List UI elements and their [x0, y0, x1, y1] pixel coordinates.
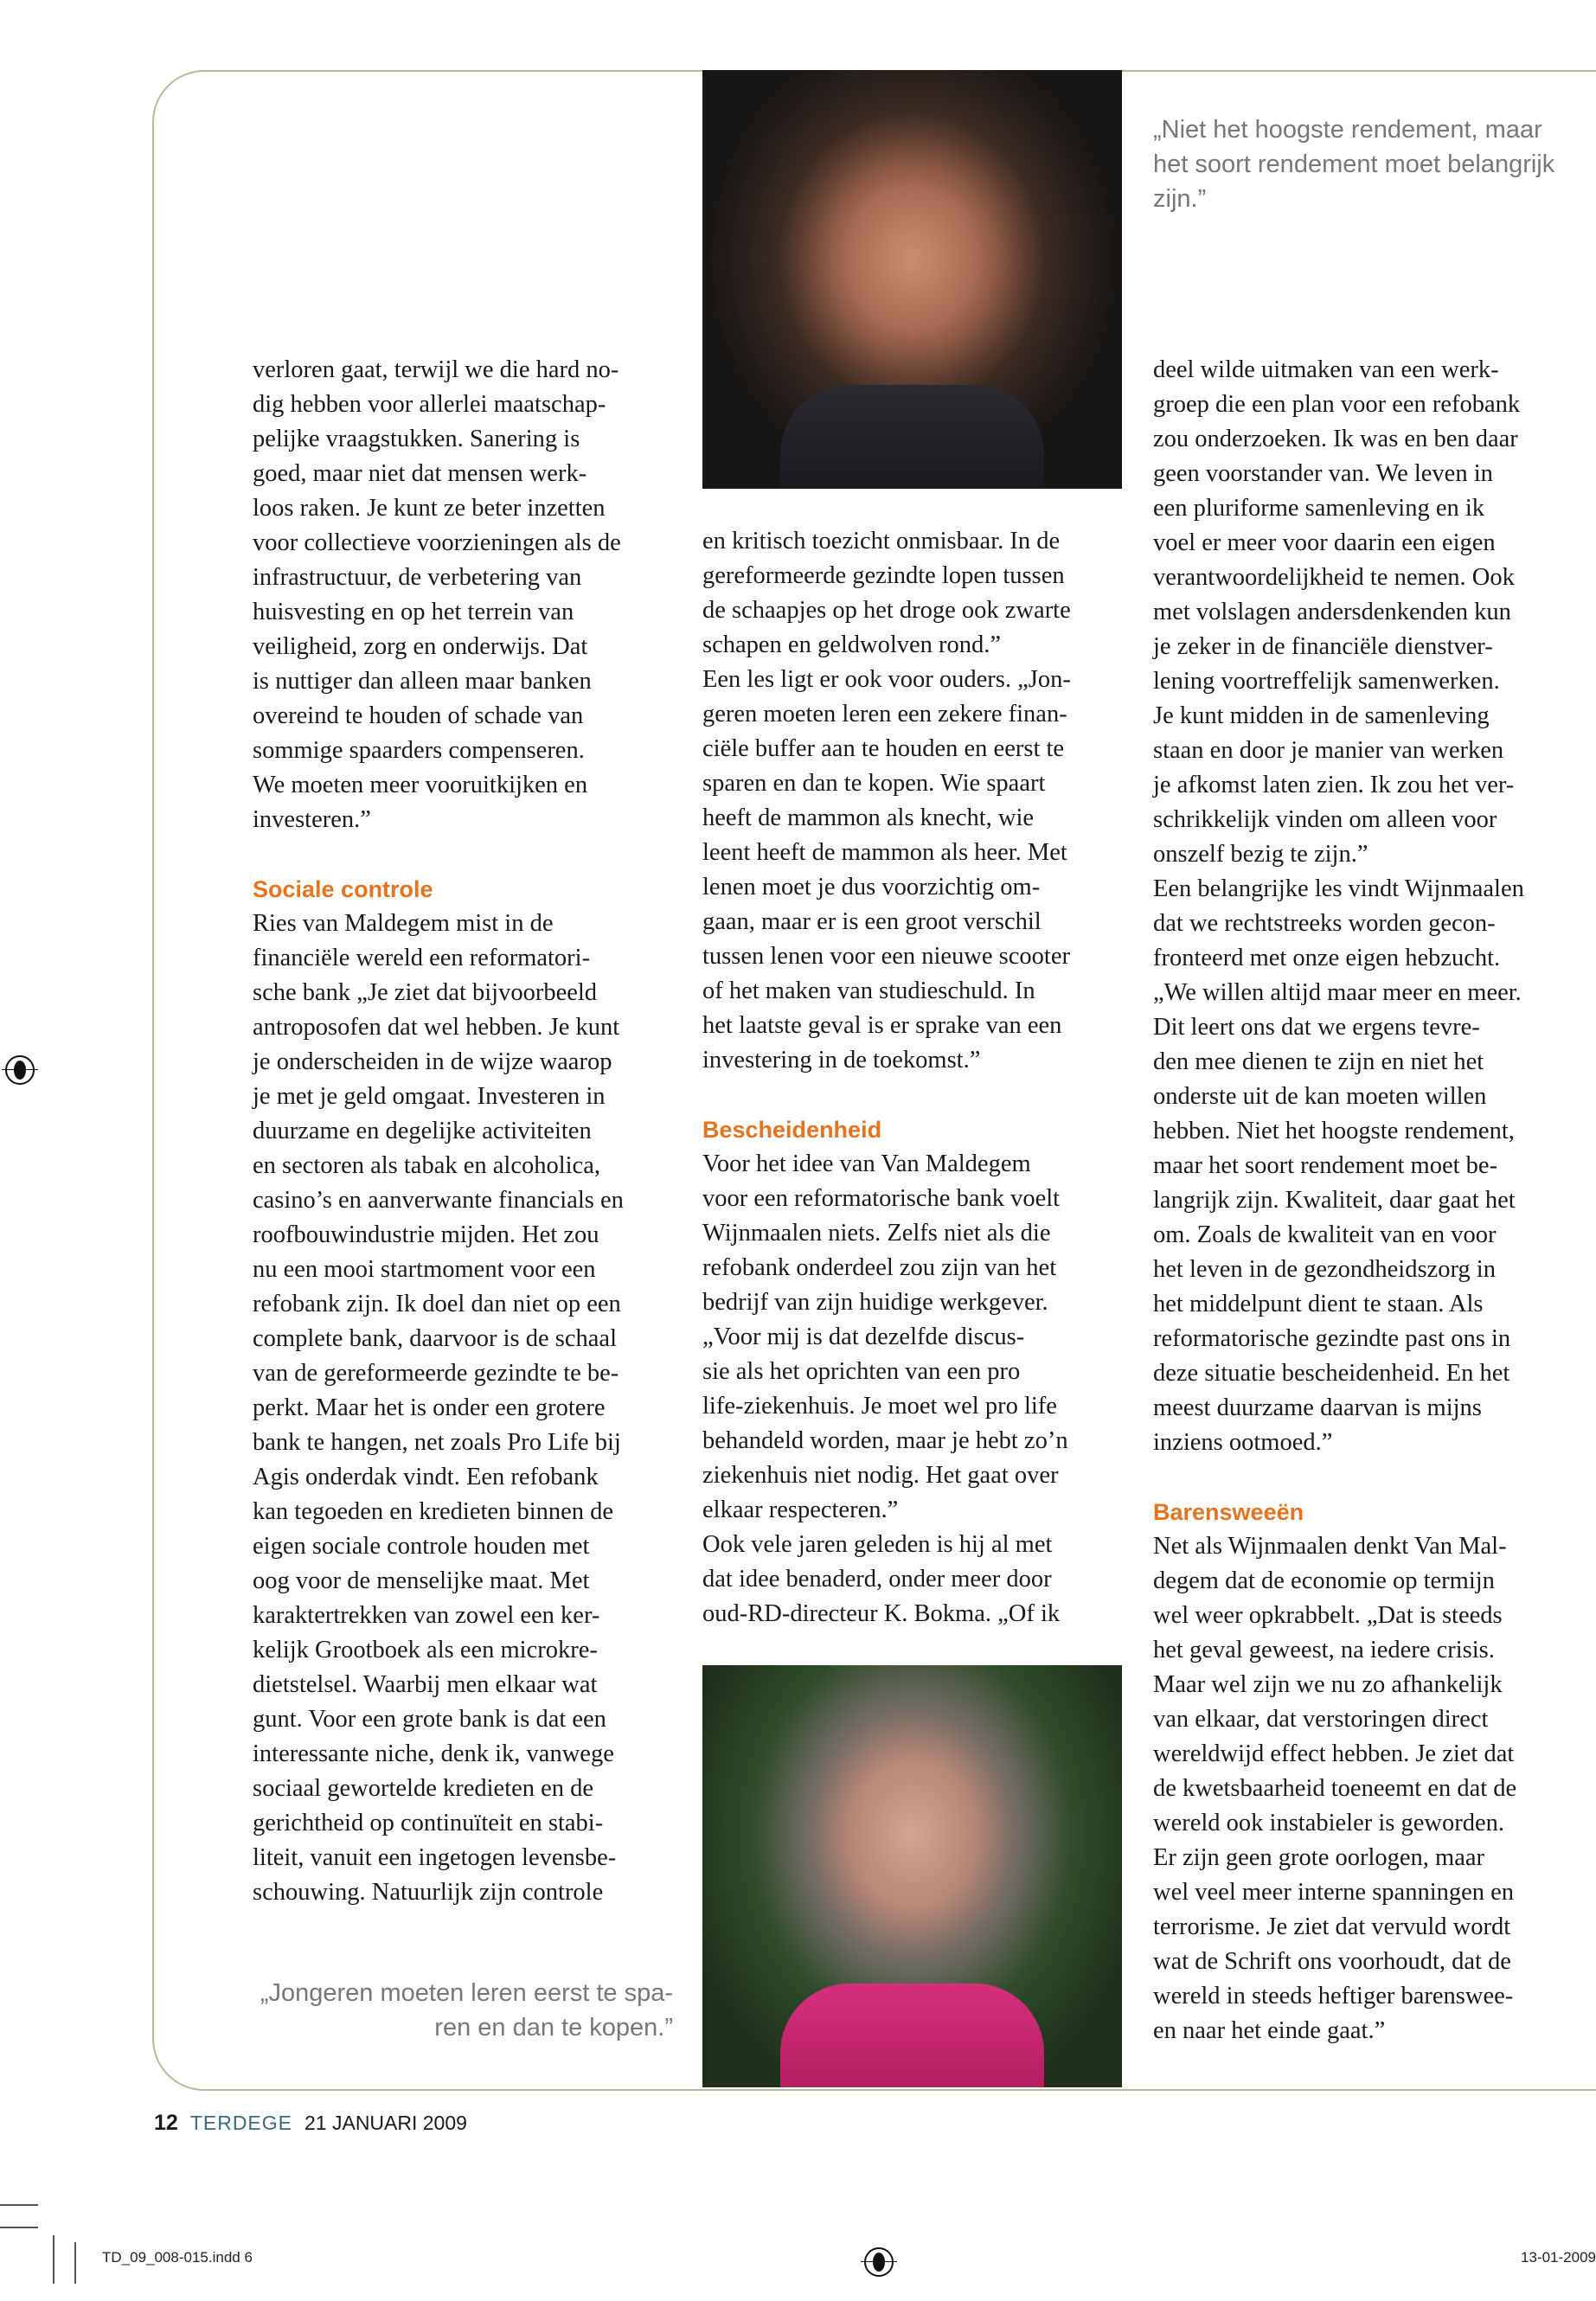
text-line: meest duurzame daarvan is mijns: [1153, 1394, 1482, 1421]
text-line: duurzame en degelijke activiteiten: [253, 1118, 592, 1144]
text-line: Wijnmaalen niets. Zelfs niet als die: [702, 1220, 1051, 1247]
magazine-name: TERDEGE: [189, 2112, 292, 2134]
text-line: en kritisch toezicht onmisbaar. In de: [702, 528, 1061, 554]
article-column-2: [702, 524, 1135, 1631]
text-line: van de gereformeerde gezindte te be-: [253, 1360, 619, 1387]
text-line: reformatorische gezindte past ons in: [1153, 1325, 1511, 1352]
text-line: wel weer opkrabbelt. „Dat is steeds: [1153, 1602, 1503, 1629]
text-line: dig hebben voor allerlei maatschap-: [253, 391, 606, 418]
text-line: investering in de toekomst.”: [702, 1047, 981, 1074]
text-line: het geval geweest, na iedere crisis.: [1153, 1637, 1495, 1663]
text-line: Agis onderdak vindt. Een refobank: [253, 1464, 599, 1490]
text-line: een pluriforme samenleving en ik: [1153, 495, 1485, 522]
text-line: gunt. Voor een grote bank is dat een: [253, 1706, 606, 1733]
text-line: Ries van Maldegem mist in de: [253, 910, 554, 937]
text-line: Dit leert ons dat we ergens tevre-: [1153, 1014, 1480, 1041]
text-line: deze situatie bescheidenheid. En het: [1153, 1360, 1510, 1387]
page-number: 12: [154, 2111, 178, 2135]
registration-mark-icon: [5, 1055, 35, 1085]
article-column-1: [253, 353, 685, 1910]
text-line: sche bank „Je ziet dat bijvoorbeeld: [253, 979, 598, 1006]
text-line: sie als het oprichten van een pro: [702, 1358, 1021, 1385]
text-line: schapen en geldwolven rond.”: [702, 631, 1002, 658]
crop-mark: [0, 2227, 38, 2228]
text-line: het leven in de gezondheidszorg in: [1153, 1256, 1496, 1283]
text-line: maar het soort rendement moet be-: [1153, 1152, 1498, 1179]
text-line: voel er meer voor daarin een eigen: [1153, 529, 1496, 556]
text-line: je zeker in de financiële dienstver-: [1153, 633, 1493, 660]
text-line: goed, maar niet dat mensen werk-: [253, 460, 587, 487]
text-line: karaktertrekken van zowel een ker-: [253, 1602, 600, 1629]
text-line: Maar wel zijn we nu zo afhankelijk: [1153, 1671, 1503, 1698]
text-line: de kwetsbaarheid toeneemt en dat de: [1153, 1775, 1517, 1802]
text-line: gaan, maar er is een groot verschil: [702, 908, 1042, 935]
text-line: dat idee benaderd, onder meer door: [702, 1566, 1052, 1593]
pull-quote-bottom: [253, 1976, 673, 2045]
text-line: Je kunt midden in de samenleving: [1153, 702, 1490, 729]
paragraph-gap: [1153, 1460, 1586, 1495]
text-line: wereld ook instabieler is geworden.: [1153, 1810, 1504, 1836]
crop-mark: [0, 2204, 38, 2206]
text-line: refobank zijn. Ik doel dan niet op een: [253, 1291, 621, 1317]
text-line: sociaal gewortelde kredieten en de: [253, 1775, 594, 1802]
text-line: je onderscheiden in de wijze waarop: [253, 1048, 612, 1075]
text-line: lenen moet je dus voorzichtig om-: [702, 874, 1041, 901]
text-line: We moeten meer vooruitkijken en: [253, 772, 588, 798]
text-line: het laatste geval is er sprake van een: [702, 1012, 1062, 1039]
quote-line: zijn.”: [1153, 185, 1207, 213]
text-line: verloren gaat, terwijl we die hard no-: [253, 356, 619, 383]
text-line: financiële wereld een reformatori-: [253, 945, 591, 971]
text-line: of het maken van studieschuld. In: [702, 977, 1035, 1004]
text-line: wereld in steeds heftiger barenswee-: [1153, 1983, 1514, 2009]
text-line: behandeld worden, maar je hebt zo’n: [702, 1427, 1068, 1454]
text-line: schrikkelijk vinden om alleen voor: [1153, 806, 1497, 833]
text-line: oud-RD-directeur K. Bokma. „Of ik: [702, 1600, 1061, 1627]
text-line: van elkaar, dat verstoringen direct: [1153, 1706, 1489, 1733]
text-line: refobank onderdeel zou zijn van het: [702, 1254, 1057, 1281]
text-line: bedrijf van zijn huidige werkgever.: [702, 1289, 1048, 1316]
text-line: roofbouwindustrie mijden. Het zou: [253, 1221, 599, 1248]
text-line: is nuttiger dan alleen maar banken: [253, 668, 592, 695]
text-line: sommige spaarders compenseren.: [253, 737, 585, 764]
text-line: eigen sociale controle houden met: [253, 1533, 590, 1560]
text-line: nu een mooi startmoment voor een: [253, 1256, 596, 1283]
text-line: dat we rechtstreeks worden gecon-: [1153, 910, 1496, 937]
text-line: zou onderzoeken. Ik was en ben daar: [1153, 426, 1518, 452]
text-line: schouwing. Natuurlijk zijn controle: [253, 1879, 604, 1906]
text-line: Een les ligt er ook voor ouders. „Jon-: [702, 666, 1071, 693]
text-line: geren moeten leren een zekere finan-: [702, 701, 1067, 727]
text-line: overeind te houden of schade van: [253, 702, 584, 729]
text-line: verantwoordelijkheid te nemen. Ook: [1153, 564, 1515, 591]
text-line: huisvesting en op het terrein van: [253, 599, 574, 625]
text-line: kelijk Grootboek als een microkre-: [253, 1637, 598, 1663]
text-line: terrorisme. Je ziet dat vervuld wordt: [1153, 1913, 1511, 1940]
text-line: voor een reformatorische bank voelt: [702, 1185, 1061, 1212]
text-line: investeren.”: [253, 806, 371, 833]
text-line: Er zijn geen grote oorlogen, maar: [1153, 1844, 1485, 1871]
section-heading: Sociale controle: [253, 876, 433, 902]
text-line: sparen en dan te kopen. Wie spaart: [702, 770, 1046, 797]
text-line: antroposofen dat wel hebben. Je kunt: [253, 1014, 620, 1041]
text-line: „Voor mij is dat dezelfde discus-: [702, 1324, 1025, 1350]
text-line: interessante niche, denk ik, vanwege: [253, 1740, 614, 1767]
text-line: Net als Wijnmaalen denkt Van Mal-: [1153, 1533, 1507, 1560]
text-line: met volslagen andersdenkenden kun: [1153, 599, 1511, 625]
text-line: kan tegoeden en kredieten binnen de: [253, 1498, 614, 1525]
text-line: life-ziekenhuis. Je moet wel pro life: [702, 1393, 1057, 1420]
text-line: langrijk zijn. Kwaliteit, daar gaat het: [1153, 1187, 1516, 1214]
photo-shirt: [780, 1984, 1044, 2087]
text-line: voor collectieve voorzieningen als de: [253, 529, 621, 556]
text-line: en sectoren als tabak en alcoholica,: [253, 1152, 600, 1179]
slug-filename: TD_09_008-015.indd 6: [102, 2249, 253, 2266]
text-line: gerichtheid op continuïteit en stabi-: [253, 1810, 604, 1836]
text-line: casino’s en aanverwante financials en: [253, 1187, 624, 1214]
text-line: perkt. Maar het is onder een grotere: [253, 1394, 606, 1421]
paragraph-gap: [702, 1078, 1135, 1112]
text-line: staan en door je manier van werken: [1153, 737, 1504, 764]
text-line: elkaar respecteren.”: [702, 1497, 899, 1523]
crop-mark: [53, 2235, 54, 2284]
section-heading: Barensweeën: [1153, 1499, 1304, 1525]
text-line: deel wilde uitmaken van een werk-: [1153, 356, 1499, 383]
text-line: Ook vele jaren geleden is hij al met: [702, 1531, 1053, 1558]
text-line: heeft de mammon als knecht, wie: [702, 804, 1035, 831]
text-line: veiligheid, zorg en onderwijs. Dat: [253, 633, 588, 660]
crop-mark: [74, 2242, 76, 2284]
text-line: gereformeerde gezindte lopen tussen: [702, 562, 1065, 589]
text-line: Een belangrijke les vindt Wijnmaalen: [1153, 875, 1524, 902]
section-heading: Bescheidenheid: [702, 1117, 882, 1143]
text-line: pelijke vraagstukken. Sanering is: [253, 426, 580, 452]
photo-suit: [780, 385, 1044, 489]
text-line: onderste uit de kan moeten willen: [1153, 1083, 1487, 1110]
paragraph-gap: [253, 837, 685, 872]
text-line: Voor het idee van Van Maldegem: [702, 1150, 1031, 1177]
text-line: fronteerd met onze eigen hebzucht.: [1153, 945, 1501, 971]
slug-date: 13-01-2009: [1521, 2249, 1596, 2266]
text-line: den mee dienen te zijn en niet het: [1153, 1048, 1484, 1075]
text-line: infrastructuur, de verbetering van: [253, 564, 582, 591]
text-line: wereldwijd effect hebben. Je ziet dat: [1153, 1740, 1515, 1767]
text-line: ciële buffer aan te houden en eerst te: [702, 735, 1065, 762]
text-line: dietstelsel. Waarbij men elkaar wat: [253, 1671, 598, 1698]
text-line: groep die een plan voor een refobank: [1153, 391, 1521, 418]
registration-mark-icon: [864, 2247, 894, 2277]
text-line: hebben. Niet het hoogste rendement,: [1153, 1118, 1515, 1144]
article-column-3: [1153, 353, 1586, 2048]
text-line: bank te hangen, net zoals Pro Life bij: [253, 1429, 621, 1456]
page-footer: [154, 2111, 467, 2136]
text-line: tussen lenen voor een nieuwe scooter: [702, 943, 1070, 970]
text-line: ziekenhuis niet nodig. Het gaat over: [702, 1462, 1059, 1489]
text-line: onszelf bezig te zijn.”: [1153, 841, 1368, 868]
text-line: inziens ootmoed.”: [1153, 1429, 1333, 1456]
quote-line: „Niet het hoogste rendement, maar: [1153, 116, 1542, 144]
text-line: en naar het einde gaat.”: [1153, 2017, 1386, 2044]
text-line: oog voor de menselijke maat. Met: [253, 1567, 590, 1594]
text-line: je afkomst laten zien. Ik zou het ver-: [1153, 772, 1515, 798]
text-line: liteit, vanuit een ingetogen levensbe-: [253, 1844, 617, 1871]
text-line: leent heeft de mammon als heer. Met: [702, 839, 1067, 866]
text-line: wel veel meer interne spanningen en: [1153, 1879, 1515, 1906]
quote-line: ren en dan te kopen.”: [434, 2014, 673, 2041]
text-line: complete bank, daarvoor is de schaal: [253, 1325, 618, 1352]
quote-line: het soort rendement moet belangrijk: [1153, 151, 1555, 178]
text-line: „We willen altijd maar meer en meer.: [1153, 979, 1522, 1006]
text-line: loos raken. Je kunt ze beter inzetten: [253, 495, 606, 522]
text-line: lening voortreffelijk samenwerken.: [1153, 668, 1500, 695]
text-line: het middelpunt dient te staan. Als: [1153, 1291, 1484, 1317]
portrait-photo-van-maldegem: [702, 1665, 1122, 2087]
issue-date: 21 JANUARI 2009: [304, 2112, 467, 2134]
text-line: wat de Schrift ons voorhoudt, dat de: [1153, 1948, 1511, 1975]
quote-line: „Jongeren moeten leren eerst te spa-: [260, 1979, 673, 2007]
text-line: je met je geld omgaat. Investeren in: [253, 1083, 606, 1110]
text-line: de schaapjes op het droge ook zwarte: [702, 597, 1071, 624]
portrait-photo-wijnmaalen: [702, 70, 1122, 489]
pull-quote-top: [1153, 112, 1554, 216]
text-line: degem dat de economie op termijn: [1153, 1567, 1495, 1594]
text-line: om. Zoals de kwaliteit van en voor: [1153, 1221, 1497, 1248]
text-line: geen voorstander van. We leven in: [1153, 460, 1493, 487]
